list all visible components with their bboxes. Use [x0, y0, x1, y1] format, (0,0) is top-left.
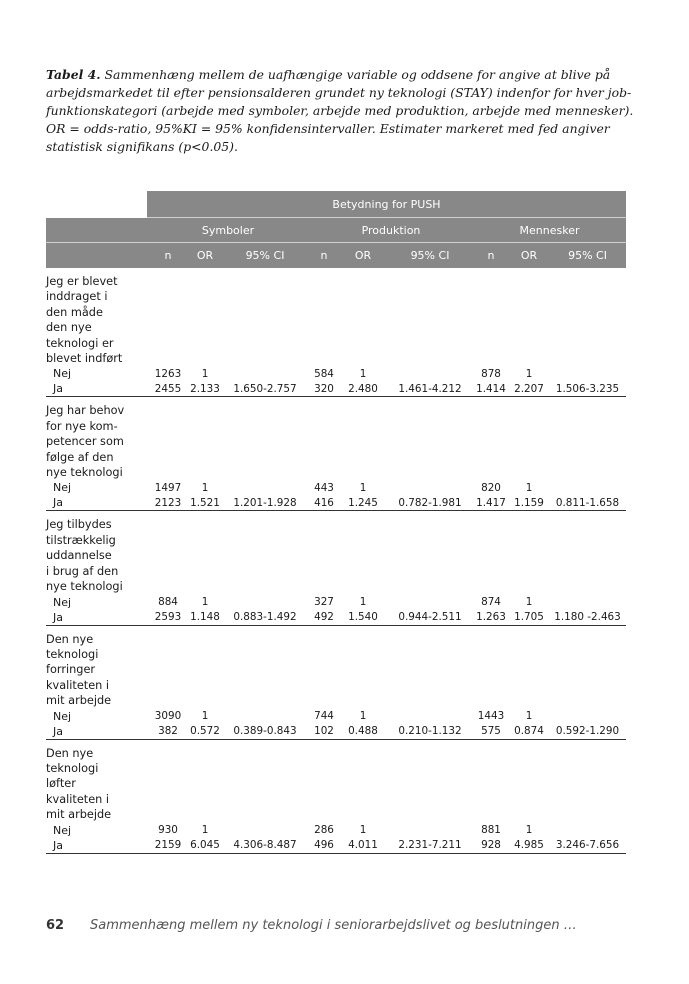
table-row: [46, 709, 626, 724]
ci-cell: [549, 480, 626, 495]
question-line: uddannelse: [46, 549, 112, 563]
ci-cell: 0.883-1.492: [221, 610, 309, 626]
group-produktion: Produktion: [309, 218, 473, 243]
ci-cell: 1.461-4.212: [387, 381, 473, 397]
band-title: Betydning for PUSH: [147, 191, 626, 218]
n-cell: 496: [309, 838, 339, 854]
question-line: kvaliteten i: [46, 678, 110, 692]
n-cell: 3090: [154, 710, 182, 723]
ci-cell: [221, 366, 309, 381]
or-cell: 2.480: [339, 381, 387, 397]
row-label: Nej: [53, 595, 72, 609]
question-line: Jeg har behov: [46, 404, 125, 418]
or-cell: 1.540: [339, 610, 387, 626]
question-filler: [147, 268, 626, 366]
or-cell: 1.705: [509, 610, 549, 626]
question-line: følge af den: [46, 450, 114, 464]
table-row: [46, 610, 626, 626]
ci-cell: [549, 595, 626, 610]
question-filler: [147, 511, 626, 595]
ci-cell: 3.246-7.656: [549, 838, 626, 854]
ci-cell: 1.180 -2.463: [549, 610, 626, 626]
table-row: [46, 724, 626, 740]
col-header-or: OR: [509, 243, 549, 269]
question-line: kvaliteten i: [46, 792, 110, 806]
ci-cell: 2.231-7.211: [387, 838, 473, 854]
or-cell: 4.011: [339, 838, 387, 854]
question-line: den måde: [46, 305, 103, 319]
ci-cell: 0.782-1.981: [387, 495, 473, 511]
n-cell: 2455: [147, 381, 189, 397]
row-label: Ja: [46, 610, 147, 626]
group-header-blank: [46, 218, 147, 243]
row-label: Nej: [53, 481, 72, 495]
table-row: [46, 495, 626, 511]
col-header-n: n: [473, 243, 509, 269]
row-label: Nej: [53, 709, 72, 723]
row-label: Ja: [46, 381, 147, 397]
ci-cell: [549, 823, 626, 838]
col-header-or: OR: [189, 243, 221, 269]
ci-cell: [221, 709, 309, 724]
or-cell: 1: [525, 596, 533, 608]
n-cell: 884: [158, 596, 178, 608]
question-row: [46, 625, 626, 709]
group-symboler: Symboler: [147, 218, 309, 243]
column-header-blank: [46, 243, 147, 269]
ci-cell: 1.506-3.235: [549, 381, 626, 397]
n-cell: 2123: [147, 495, 189, 511]
n-cell: 492: [309, 610, 339, 626]
question-line: teknologi er: [46, 336, 114, 350]
table-row: [46, 838, 626, 854]
question-line: mit arbejde: [46, 808, 112, 822]
or-cell: 0.572: [190, 725, 220, 738]
n-cell: 443: [314, 481, 334, 494]
table-row: [46, 480, 626, 495]
question-line: nye teknologi: [46, 466, 123, 480]
n-cell: 928: [473, 838, 509, 854]
or-cell: 1: [525, 481, 533, 494]
ci-cell: 0.811-1.658: [549, 495, 626, 511]
or-cell: 1: [525, 367, 533, 380]
row-label: Nej: [53, 823, 72, 837]
col-header-ci: 95% CI: [221, 243, 309, 269]
question-line: Den nye: [46, 746, 94, 760]
col-header-n: n: [147, 243, 189, 269]
or-cell: 2.207: [509, 381, 549, 397]
n-cell: 575: [473, 724, 509, 740]
question-line: Jeg er blevet: [46, 275, 118, 288]
n-cell: 1.414: [473, 381, 509, 397]
question-line: løfter: [46, 777, 76, 791]
col-header-or: OR: [339, 243, 387, 269]
n-cell: 878: [481, 367, 501, 380]
caption-text: Sammenhæng mellem de uafhængige variable og oddsene for angive at blive på arbejdsmarkedet til efter pensionsalderen grundet ny teknologi (STAY) indenfor for hver job-funktionskategori (arbejde med symboler, arbejde med produktion, arbejde med mennesker). OR = odds-ratio, 95%KI = 95% konfidensintervaller. Estimater markeret med fed angiver statistisk signifikans (p<0.05).: [46, 67, 634, 154]
table-row: [46, 366, 626, 381]
or-cell: 1.521: [190, 496, 220, 509]
n-cell: 744: [314, 710, 334, 723]
or-cell: 1.148: [190, 611, 220, 623]
question-line: teknologi: [46, 761, 99, 775]
header-band-row: [46, 191, 626, 218]
or-cell: 0.488: [339, 724, 387, 740]
n-cell: 1.263: [473, 610, 509, 626]
ci-cell: 0.944-2.511: [387, 610, 473, 626]
n-cell: 1497: [154, 481, 182, 494]
or-cell: 1: [359, 481, 367, 494]
n-cell: 1263: [154, 367, 182, 380]
question-line: Jeg tilbydes: [46, 518, 112, 532]
n-cell: 286: [314, 824, 334, 837]
table-row: [46, 595, 626, 610]
ci-cell: 0.210-1.132: [387, 724, 473, 740]
group-mennesker: Mennesker: [473, 218, 626, 243]
or-cell: 2.133: [190, 382, 220, 395]
question-line: for nye kom-: [46, 419, 118, 433]
or-cell: 1: [525, 710, 533, 723]
n-cell: 2593: [147, 610, 189, 626]
or-cell: 1: [359, 596, 367, 608]
n-cell: 930: [158, 824, 178, 837]
or-cell: 1: [201, 710, 209, 723]
n-cell: 1443: [477, 710, 505, 723]
question-line: blevet indført: [46, 352, 123, 366]
col-header-ci: 95% CI: [387, 243, 473, 269]
ci-cell: [387, 480, 473, 495]
or-cell: 4.985: [509, 838, 549, 854]
ci-cell: [387, 709, 473, 724]
n-cell: 1.417: [473, 495, 509, 511]
col-header-ci: 95% CI: [549, 243, 626, 269]
ci-cell: [221, 823, 309, 838]
question-row: [46, 268, 626, 366]
ci-cell: [549, 366, 626, 381]
n-cell: 416: [309, 495, 339, 511]
question-label: [46, 397, 147, 481]
n-cell: 881: [481, 824, 501, 837]
n-cell: 320: [309, 381, 339, 397]
row-label: Ja: [46, 724, 147, 740]
question-row: [46, 739, 626, 823]
column-header-row: [46, 243, 626, 269]
page-number: 62: [46, 918, 65, 933]
or-cell: 1: [201, 481, 209, 494]
question-line: tilstrækkelig: [46, 533, 116, 547]
row-label: Ja: [46, 838, 147, 854]
or-cell: 1: [201, 367, 209, 380]
question-label: [46, 625, 147, 709]
or-cell: 6.045: [190, 839, 220, 852]
question-line: Den nye: [46, 632, 94, 646]
or-cell: 1.245: [339, 495, 387, 511]
question-line: teknologi: [46, 647, 99, 661]
ci-cell: 0.592-1.290: [549, 724, 626, 740]
question-line: forringer: [46, 663, 96, 677]
question-line: i brug af den: [46, 564, 119, 578]
ci-cell: [549, 709, 626, 724]
question-line: den nye: [46, 321, 92, 335]
question-label: [46, 268, 147, 366]
page-footer: [46, 918, 666, 933]
n-cell: 327: [314, 596, 334, 608]
results-table: [46, 191, 626, 854]
question-line: mit arbejde: [46, 694, 112, 708]
question-label: [46, 511, 147, 595]
ci-cell: [387, 823, 473, 838]
or-cell: 1: [201, 596, 209, 608]
or-cell: 1: [359, 367, 367, 380]
n-cell: 382: [147, 724, 189, 740]
question-row: [46, 511, 626, 595]
question-filler: [147, 397, 626, 481]
or-cell: 0.874: [509, 724, 549, 740]
ci-cell: 4.306-8.487: [221, 838, 309, 854]
col-header-n: n: [309, 243, 339, 269]
group-header-row: [46, 218, 626, 243]
ci-cell: [387, 366, 473, 381]
ci-cell: [221, 595, 309, 610]
or-cell: 1: [201, 824, 209, 837]
question-filler: [147, 739, 626, 823]
row-label: Nej: [53, 367, 72, 381]
n-cell: 820: [481, 481, 501, 494]
ci-cell: 1.650-2.757: [221, 381, 309, 397]
or-cell: 1: [359, 824, 367, 837]
question-filler: [147, 625, 626, 709]
or-cell: 1: [359, 710, 367, 723]
n-cell: 2159: [147, 838, 189, 854]
header-blank: [46, 191, 147, 218]
table-row: [46, 823, 626, 838]
question-line: inddraget i: [46, 290, 108, 304]
ci-cell: [387, 595, 473, 610]
or-cell: 1: [525, 824, 533, 837]
n-cell: 102: [309, 724, 339, 740]
n-cell: 874: [481, 596, 501, 608]
caption-label: Tabel 4.: [46, 67, 101, 82]
n-cell: 584: [314, 367, 334, 380]
table-row: [46, 381, 626, 397]
ci-cell: 0.389-0.843: [221, 724, 309, 740]
ci-cell: [221, 480, 309, 495]
question-line: nye teknologi: [46, 580, 123, 594]
ci-cell: 1.201-1.928: [221, 495, 309, 511]
or-cell: 1.159: [509, 495, 549, 511]
running-title: Sammenhæng mellem ny teknologi i seniorarbejdslivet og beslutningen …: [90, 918, 577, 933]
table-caption: [46, 66, 646, 156]
question-line: petencer som: [46, 435, 124, 449]
question-row: [46, 397, 626, 481]
question-label: [46, 739, 147, 823]
row-label: Ja: [46, 495, 147, 511]
